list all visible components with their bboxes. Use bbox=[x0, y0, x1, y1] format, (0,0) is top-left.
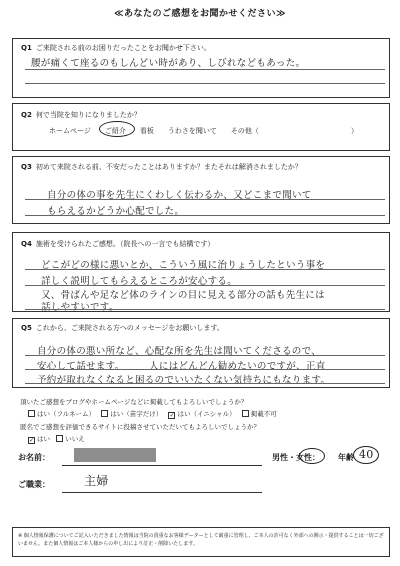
q2-question bbox=[21, 110, 141, 120]
q4-section bbox=[12, 232, 390, 312]
name-redaction bbox=[74, 448, 156, 462]
permission-question: 頂いたご感想をブログやホームページなどに掲載してもよろしいでしょうか？ bbox=[20, 398, 248, 406]
q2-option-other: その他（ bbox=[230, 127, 259, 135]
permission-options bbox=[28, 409, 277, 419]
q4-answer-line-1: どこがどの様に悪いとか、こういう風に治りょうしたという事を bbox=[41, 260, 326, 271]
q3-label: Q3 bbox=[21, 163, 32, 171]
anonymous-yes-checkbox[interactable] bbox=[28, 437, 35, 444]
q5-label: Q5 bbox=[21, 324, 32, 332]
q5-section bbox=[12, 318, 390, 388]
occupation-label: ご職業： bbox=[18, 480, 50, 489]
q1-question-text: ご来院される前のお困りだったことをお聞かせ下さい。 bbox=[35, 44, 211, 52]
permission-option-none: 掲載不可 bbox=[250, 410, 277, 418]
q1-question bbox=[21, 43, 211, 53]
anonymous-no-checkbox[interactable] bbox=[56, 435, 63, 442]
q2-option-referral: ご紹介 bbox=[104, 127, 126, 135]
q4-rule-1 bbox=[25, 269, 385, 270]
q3-answer-line-1: 自分の体の事を先生にくわしく伝わるか、又どこまで聞いて bbox=[47, 190, 312, 201]
q2-option-homepage: ホームページ bbox=[49, 127, 91, 135]
q2-label: Q2 bbox=[21, 111, 32, 119]
q5-question-text: これから、ご来院される方へのメッセージをお願いします。 bbox=[35, 324, 224, 332]
permission-initials-checkbox[interactable] bbox=[168, 412, 175, 419]
permission-surname-checkbox[interactable] bbox=[101, 410, 108, 417]
q4-rule-3 bbox=[25, 309, 385, 310]
q4-answer-line-2: 詳しく説明してもらえるところが安心する。 bbox=[41, 276, 238, 287]
q3-question-text: 初めて来院される前、不安だったことはありますか？またそれは解消されましたか？ bbox=[35, 163, 302, 171]
q4-question-text: 施術を受けられたご感想。（院長への一言でも結構です） bbox=[35, 240, 215, 248]
q2-option-rumor: うわさを聞いて bbox=[167, 127, 217, 135]
q2-question-text: 何で当院を知りになりましたか？ bbox=[35, 111, 141, 119]
q4-label: Q4 bbox=[21, 240, 32, 248]
q5-rule-2 bbox=[25, 369, 385, 370]
q5-question bbox=[21, 323, 224, 333]
q4-question bbox=[21, 239, 214, 249]
age-circle bbox=[353, 446, 379, 464]
q4-rule-2 bbox=[25, 285, 385, 286]
q3-section bbox=[12, 156, 390, 224]
name-label: お名前： bbox=[18, 453, 50, 462]
q4-answer-line-3: 又、骨ばんや足など体のラインの目に見える部分の話も先生には bbox=[41, 290, 325, 301]
q5-answer-line-2: 安心して話せます。 人にはどんどん勧めたいのですが、正直 bbox=[37, 361, 326, 372]
q1-answer: 腰が痛くて座るのもしんどい時があり、しびれなどもあった。 bbox=[31, 58, 306, 69]
permission-fullname-checkbox[interactable] bbox=[28, 410, 35, 417]
female-circle bbox=[299, 448, 325, 464]
occupation-value: 主婦 bbox=[84, 474, 109, 488]
q1-section bbox=[12, 38, 390, 98]
q5-rule-1 bbox=[25, 355, 385, 356]
privacy-notice: ※ 個人情報保護についてご記入いただきました情報は当院の貴重なお客様データーとして厳重に管理し、ご本人の許可なく外部への開示・提供することは一切ございません。また個人情報はご本人様からの申し出により訂正・削除いたします。 bbox=[12, 527, 390, 557]
q2-option-signboard: 看板 bbox=[139, 127, 154, 135]
anonymous-options bbox=[28, 434, 85, 444]
anonymous-yes-checkmark: ✓ bbox=[29, 437, 35, 444]
q3-rule-1 bbox=[25, 199, 385, 200]
q5-answer-line-1: 自分の体の悪い所など、心配な所を先生は聞いてくださるので、 bbox=[37, 346, 322, 357]
anonymous-option-yes: はい bbox=[37, 435, 50, 443]
q2-options bbox=[49, 126, 259, 136]
page-title: ≪あなたのご感想をお聞かせください≫ bbox=[114, 9, 286, 19]
q2-section bbox=[12, 103, 390, 151]
permission-option-surname: はい（苗字だけ） bbox=[110, 410, 163, 418]
q3-answer-line-2: もらえるかどうか心配でした。 bbox=[47, 206, 185, 217]
anonymous-question: 匿名でご感想を評価できるサイトに投稿させていただいてもよろしいでしょうか？ bbox=[20, 423, 261, 431]
q1-rule-1 bbox=[25, 69, 385, 70]
age-value: 40 bbox=[359, 448, 374, 461]
permission-initials-checkmark: ✓ bbox=[169, 412, 175, 419]
anonymous-option-no: いいえ bbox=[65, 435, 85, 443]
permission-option-initials: はい（イニシャル） bbox=[177, 410, 236, 418]
q2-referral-circle bbox=[99, 121, 135, 137]
q5-rule-3 bbox=[25, 383, 385, 384]
q4-answer-line-4: 話しやすいです。 bbox=[41, 302, 119, 313]
q2-close-paren: ） bbox=[351, 127, 358, 135]
q3-question bbox=[21, 162, 302, 172]
q1-rule-2 bbox=[25, 83, 385, 84]
gender-label: 男性・女性： bbox=[272, 453, 320, 462]
permission-none-checkbox[interactable] bbox=[242, 410, 249, 417]
q3-rule-2 bbox=[25, 215, 385, 216]
age-label: 年齢 bbox=[338, 453, 354, 462]
occupation-underline bbox=[62, 492, 262, 493]
name-underline bbox=[62, 465, 262, 466]
permission-option-fullname: はい（フルネーム） bbox=[37, 410, 96, 418]
q5-answer-line-3: 予約が取れなくなると困るのでいいたくない気持ちにもなります。 bbox=[37, 375, 331, 386]
q1-label: Q1 bbox=[21, 44, 32, 52]
